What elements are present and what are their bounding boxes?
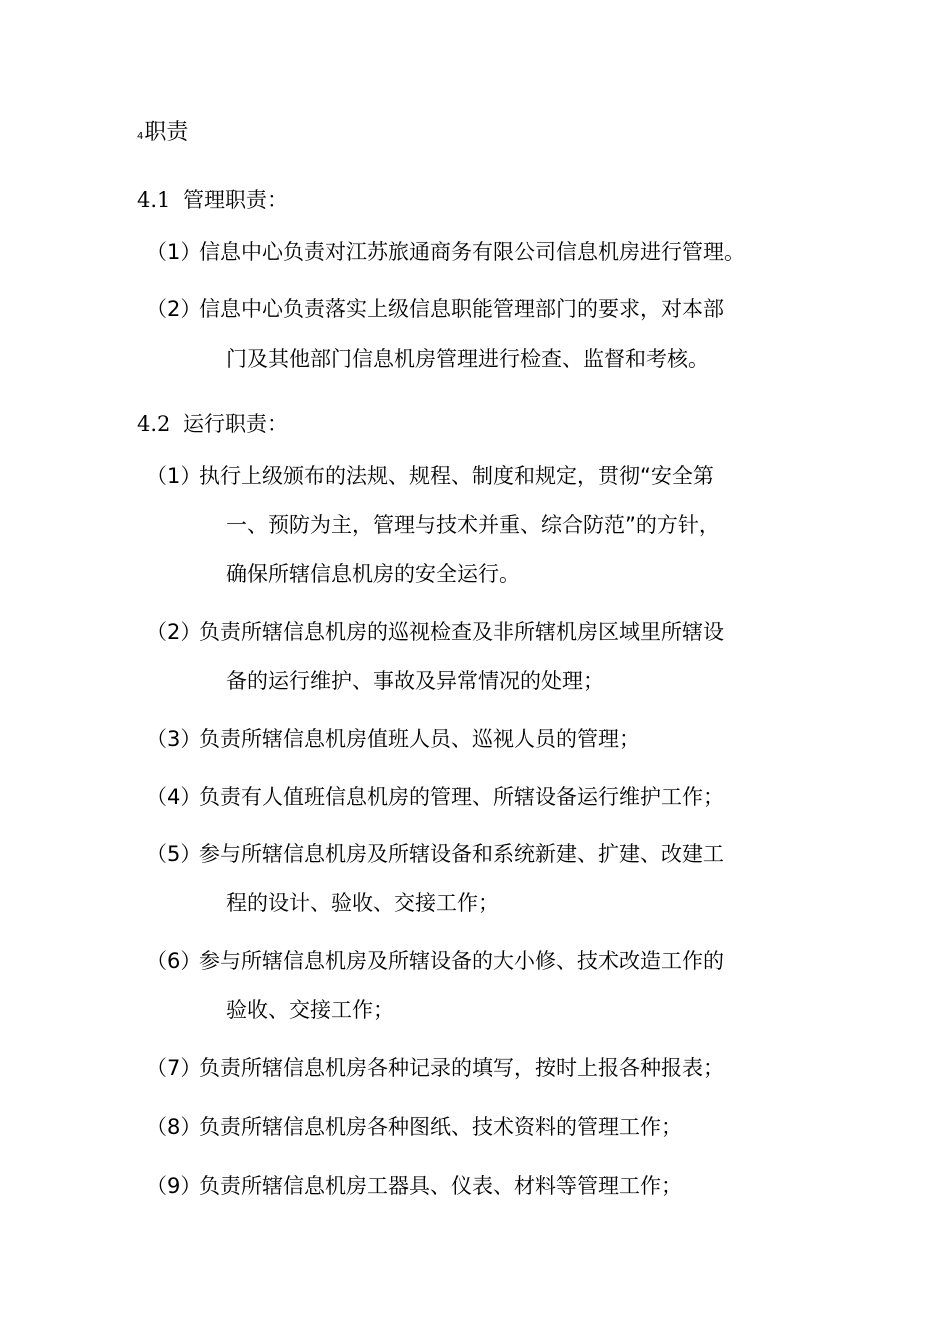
subsection-number: 4.1 bbox=[137, 188, 171, 212]
list-item bbox=[146, 782, 724, 812]
item-text: 参与所辖信息机房及所辖设备的大小修、技术改造工作的 bbox=[199, 949, 724, 973]
list-item-continuation: 验收、交接工作； bbox=[226, 998, 394, 1022]
item-text: 负责所辖信息机房的巡视检查及非所辖机房区域里所辖设 bbox=[199, 620, 724, 644]
item-marker: （1） bbox=[146, 240, 202, 264]
list-item-continuation: 备的运行维护、事故及异常情况的处理； bbox=[226, 669, 604, 693]
subsection-title: 管理职责： bbox=[183, 188, 288, 212]
item-marker: （2） bbox=[146, 620, 202, 644]
section-number: 4 bbox=[137, 131, 144, 142]
item-text: 负责所辖信息机房工器具、仪表、材料等管理工作； bbox=[199, 1174, 682, 1198]
item-marker: （4） bbox=[146, 785, 202, 809]
item-marker: （7） bbox=[146, 1056, 202, 1080]
section-title bbox=[137, 117, 188, 153]
list-item bbox=[146, 461, 714, 491]
item-text: 信息中心负责落实上级信息职能管理部门的要求，对本部 bbox=[199, 297, 724, 321]
item-text: 负责有人值班信息机房的管理、所辖设备运行维护工作； bbox=[199, 785, 724, 809]
item-text: 负责所辖信息机房各种图纸、技术资料的管理工作； bbox=[199, 1115, 682, 1139]
item-marker: （6） bbox=[146, 949, 202, 973]
item-text: 参与所辖信息机房及所辖设备和系统新建、扩建、改建工 bbox=[199, 842, 724, 866]
item-marker: （1） bbox=[146, 464, 202, 488]
subsection-title: 运行职责： bbox=[183, 412, 288, 436]
subsection-number: 4.2 bbox=[137, 412, 171, 436]
item-marker: （8） bbox=[146, 1115, 202, 1139]
list-item-continuation: 程的设计、验收、交接工作； bbox=[226, 891, 499, 915]
list-item bbox=[146, 839, 724, 869]
list-item bbox=[146, 294, 724, 324]
item-marker: （5） bbox=[146, 842, 202, 866]
item-text: 信息中心负责对江苏旅通商务有限公司信息机房进行管理。 bbox=[199, 240, 745, 264]
item-text: 负责所辖信息机房各种记录的填写，按时上报各种报表； bbox=[199, 1056, 724, 1080]
list-item bbox=[146, 1171, 682, 1201]
item-marker: （2） bbox=[146, 297, 202, 321]
item-text: 负责所辖信息机房值班人员、巡视人员的管理； bbox=[199, 727, 640, 751]
item-marker: （9） bbox=[146, 1174, 202, 1198]
item-marker: （3） bbox=[146, 727, 202, 751]
list-item bbox=[146, 617, 724, 647]
section-title-text: 职责 bbox=[144, 120, 189, 145]
list-item-continuation: 确保所辖信息机房的安全运行。 bbox=[226, 562, 520, 586]
item-text: 执行上级颁布的法规、规程、制度和规定，贯彻“安全第 bbox=[199, 464, 714, 488]
list-item-continuation: 一、预防为主，管理与技术并重、综合防范”的方针， bbox=[226, 513, 720, 537]
list-item bbox=[146, 1053, 724, 1083]
subsection-heading-operation bbox=[137, 409, 288, 439]
list-item-continuation: 门及其他部门信息机房管理进行检查、监督和考核。 bbox=[226, 347, 709, 371]
list-item bbox=[146, 724, 640, 754]
list-item bbox=[146, 1112, 682, 1142]
subsection-heading-management bbox=[137, 185, 288, 215]
list-item bbox=[146, 946, 724, 976]
list-item bbox=[146, 237, 745, 267]
